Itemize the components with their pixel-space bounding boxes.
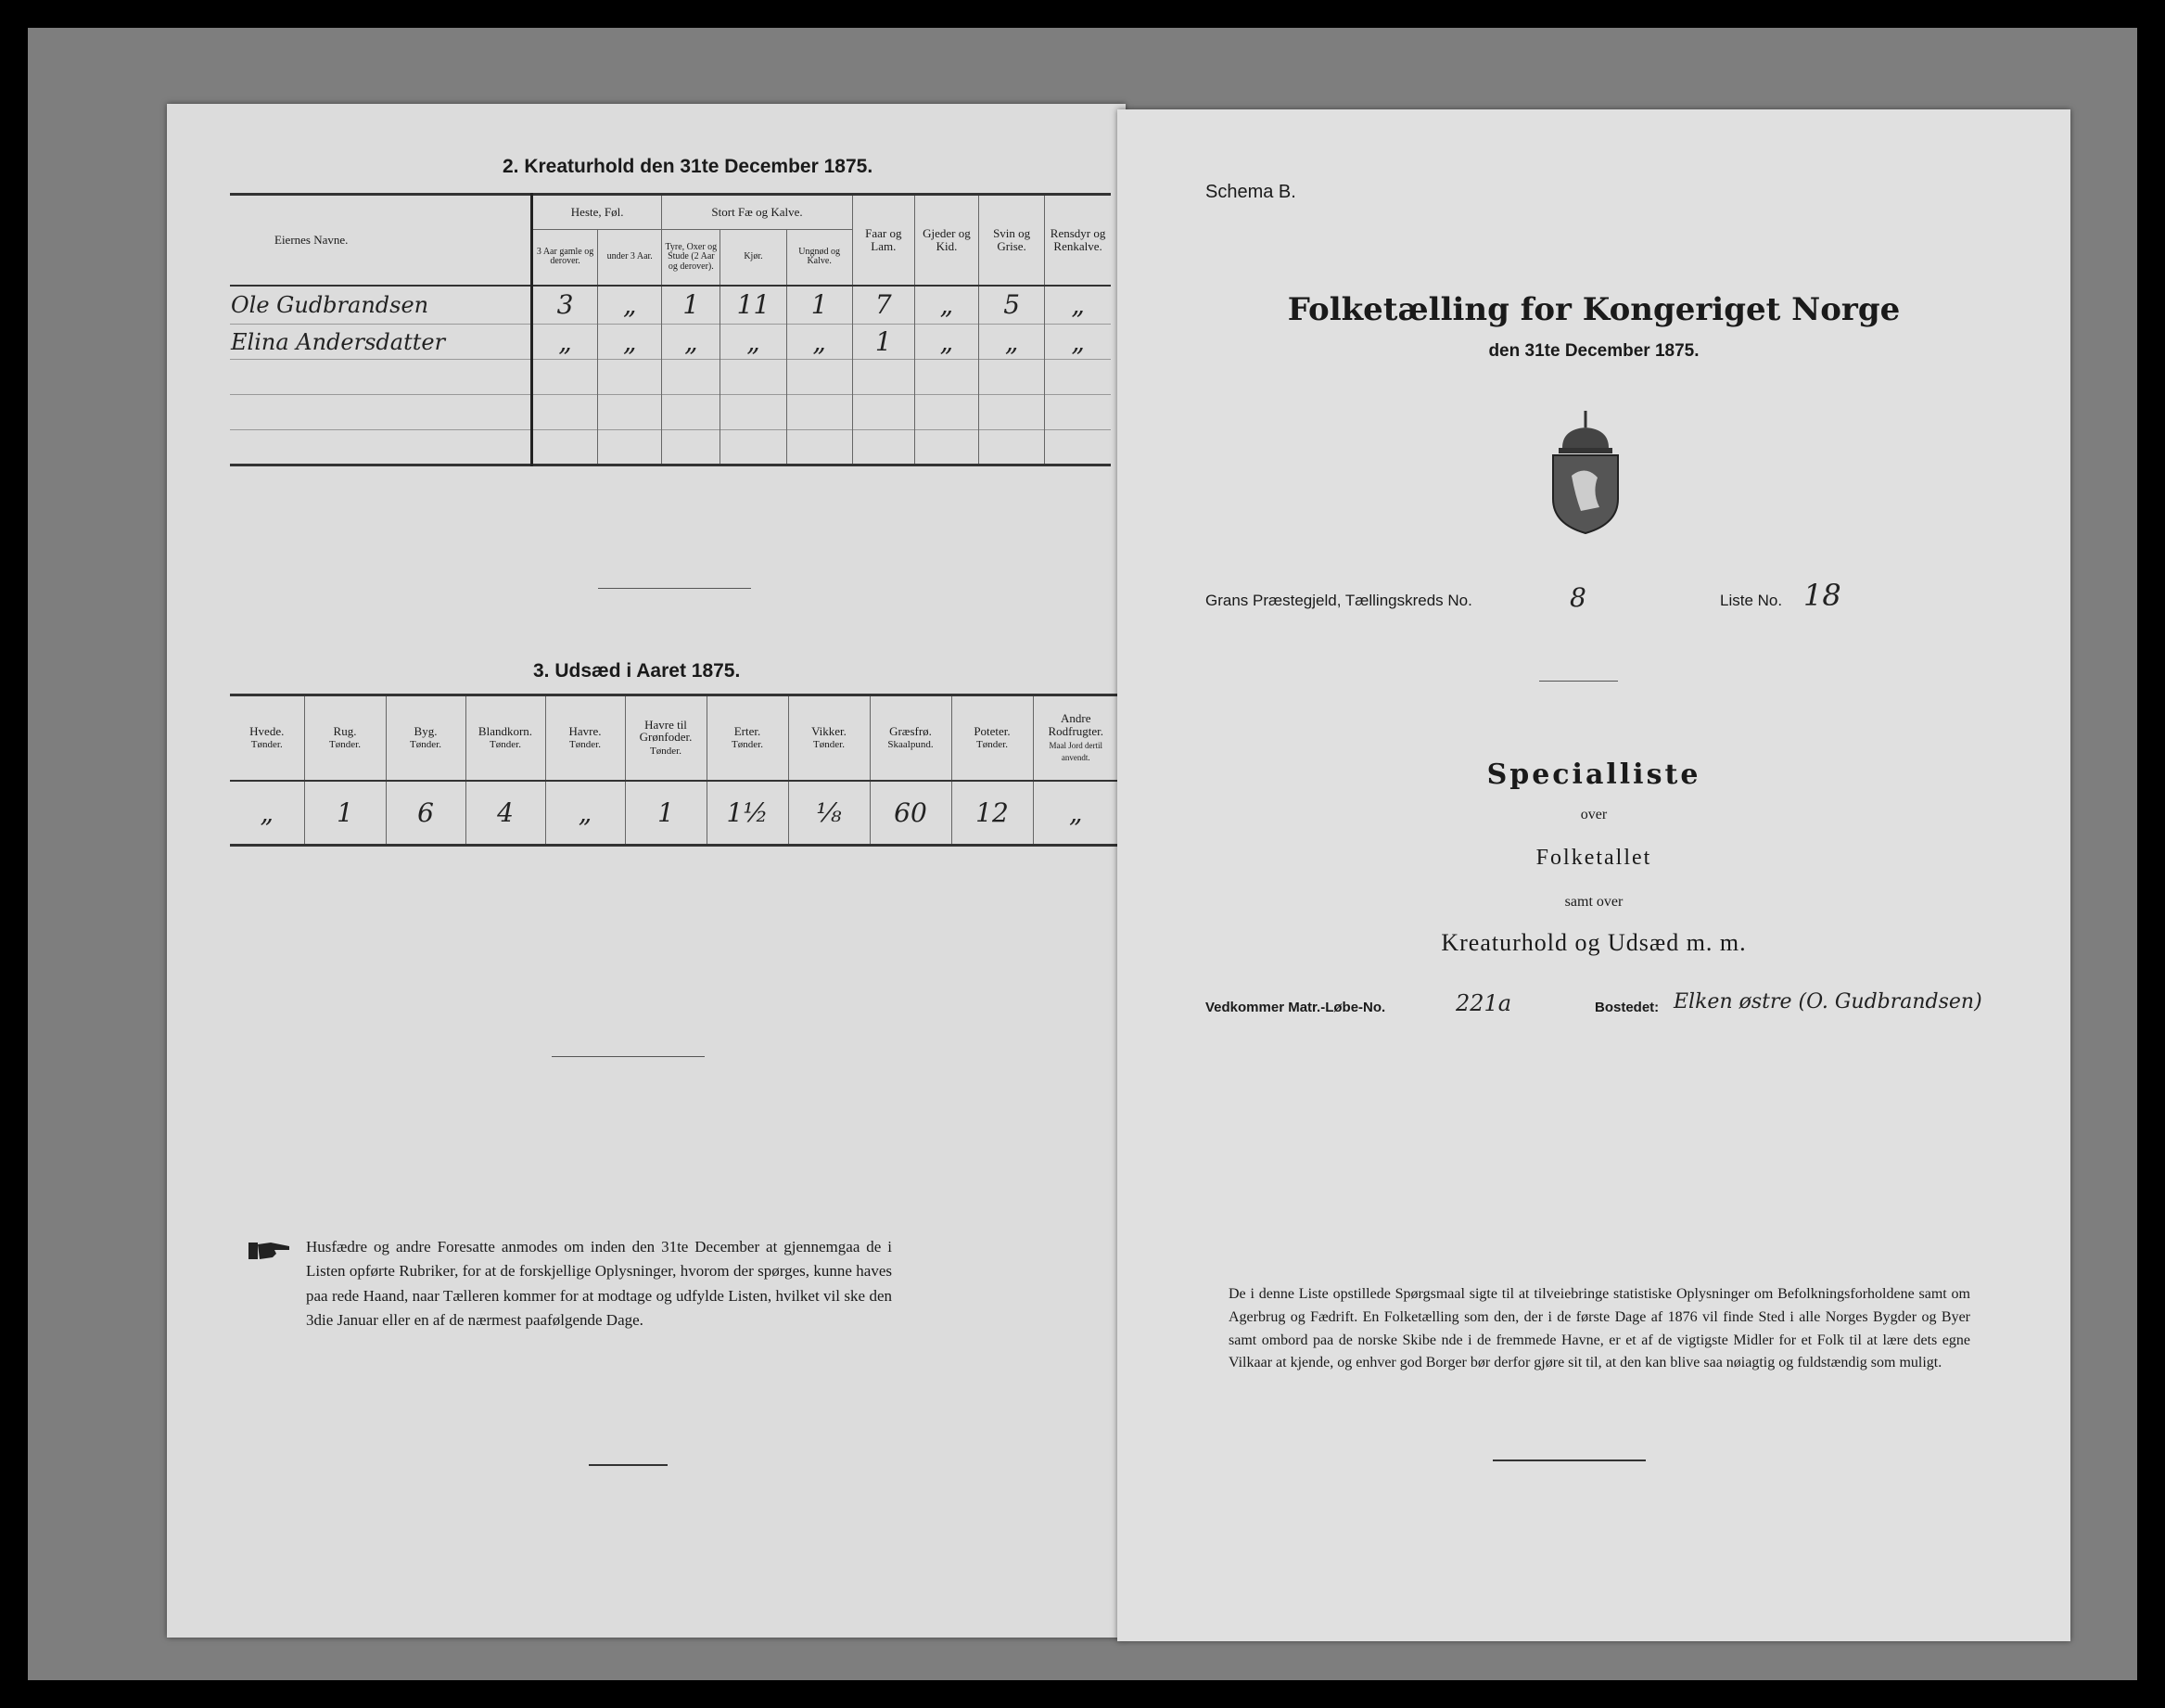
header-rug: Rug. Tønder.: [304, 695, 386, 781]
header-blandkorn: Blandkorn. Tønder.: [465, 695, 545, 781]
cell: „: [914, 325, 978, 360]
cattle-sub2-header: Kjør.: [720, 230, 786, 286]
header-andre-rodfrugter: Andre Rodfrugter. Maal Jord dertil anvendt.: [1048, 711, 1104, 763]
cell: 4: [465, 781, 545, 846]
specialliste-title: Specialliste: [1486, 758, 1701, 791]
livestock-table: [230, 193, 1111, 466]
cell: „: [1071, 289, 1085, 321]
cell: 3: [531, 286, 597, 325]
right-page: [1117, 109, 2070, 1641]
divider: [552, 1056, 705, 1057]
header-byg: Byg. Tønder.: [386, 695, 465, 781]
header-vikker: Vikker. Tønder.: [788, 695, 870, 781]
cell: „: [786, 325, 852, 360]
census-date: den 31te December 1875.: [1488, 341, 1700, 361]
cattle-sub3-header: Ungnød og Kalve.: [786, 230, 852, 286]
cell: „: [720, 325, 786, 360]
cell: 5: [979, 286, 1045, 325]
divider: [1493, 1459, 1646, 1461]
cell: 1: [662, 286, 720, 325]
owner-header: Eiernes Navne.: [230, 195, 531, 286]
section3-title: 3. Udsæd i Aaret 1875.: [533, 660, 741, 682]
horses-sub1-header: 3 Aar gamle og derover.: [531, 230, 597, 286]
cell: 1: [852, 325, 914, 360]
kreaturhold-title: Kreaturhold og Udsæd m. m.: [1441, 929, 1747, 956]
district-number: 8: [1570, 582, 1586, 613]
sheep-header: Faar og Lam.: [852, 195, 914, 286]
matr-number: 221a: [1456, 990, 1512, 1016]
cell: „: [1071, 326, 1085, 357]
left-page: [167, 104, 1126, 1638]
reindeer-header: Rensdyr og Renkalve.: [1050, 226, 1106, 253]
owner-name: Ole Gudbrandsen: [230, 286, 531, 325]
table-row: [230, 286, 1111, 325]
horses-sub2-header: under 3 Aar.: [598, 230, 662, 286]
pointing-hand-icon: [248, 1237, 291, 1265]
schema-label: Schema B.: [1205, 182, 1296, 202]
pigs-header: Svin og Grise.: [979, 195, 1045, 286]
cell: 6: [386, 781, 465, 846]
cell: ⅛: [788, 781, 870, 846]
cell: „: [662, 325, 720, 360]
table-row: [230, 360, 1111, 395]
bosted-label: Bostedet:: [1595, 1000, 1660, 1015]
cell: 1: [304, 781, 386, 846]
table-row: [230, 395, 1111, 430]
table-row: [230, 325, 1111, 360]
header-havre-gronfoder: Havre til Grønfoder. Tønder.: [625, 695, 707, 781]
cell: 60: [870, 781, 951, 846]
cell: „: [230, 781, 304, 846]
cell: „: [598, 325, 662, 360]
header-hvede: Hvede. Tønder.: [230, 695, 304, 781]
cell: „: [531, 325, 597, 360]
cell: „: [979, 325, 1045, 360]
table-row: [230, 781, 1118, 846]
owner-name: Elina Andersdatter: [230, 325, 531, 360]
list-label: Liste No.: [1720, 592, 1783, 609]
header-erter: Erter. Tønder.: [707, 695, 788, 781]
section2-title: 2. Kreaturhold den 31te December 1875.: [503, 156, 873, 177]
cell: „: [914, 286, 978, 325]
cell: „: [545, 781, 625, 846]
samt-over-label: samt over: [1564, 894, 1624, 910]
cell: 11: [720, 286, 786, 325]
cell: 7: [852, 286, 914, 325]
folketallet-title: Folketallet: [1535, 846, 1652, 870]
cell: 12: [951, 781, 1033, 846]
over-label: over: [1580, 807, 1608, 822]
cell: 1: [786, 286, 852, 325]
list-number: 18: [1803, 578, 1841, 613]
cell: „: [1068, 797, 1083, 828]
header-poteter: Poteter. Tønder.: [951, 695, 1033, 781]
goats-header: Gjeder og Kid.: [914, 195, 978, 286]
cattle-header: Stort Fæ og Kalve.: [662, 195, 852, 230]
divider: [589, 1464, 668, 1466]
sowing-table: [230, 694, 1118, 847]
cell: „: [598, 286, 662, 325]
matr-label: Vedkommer Matr.-Løbe-No.: [1205, 1000, 1386, 1015]
table-row: [230, 430, 1111, 465]
divider: [598, 588, 751, 589]
cell: 1½: [707, 781, 788, 846]
divider: [1539, 681, 1618, 682]
cell: 1: [625, 781, 707, 846]
header-havre: Havre. Tønder.: [545, 695, 625, 781]
info-paragraph: De i denne Liste opstillede Spørgsmaal sigte til at tilveiebringe statistiske Oplysninger om Befolkningsforholdene samt om Agerbrug og Fædrift. En Folketælling som den, der i de første Dage af 1876 vil finde Sted i alle Norges Bygder og Byer samt ombord paa de norske Skibe nde i de fremmede Havne, er et af de vigtigste Midler for et Folk til at lære dets egne Vilkaar at kjende, og enhver god Borger bør derfor gjøre sit til, at den kan blive saa nøiagtig og fuldstændig som muligt.: [1229, 1286, 1970, 1371]
horses-header: Heste, Føl.: [531, 195, 661, 230]
main-title: Folketælling for Kongeriget Norge: [1287, 291, 1901, 328]
header-graesfro: Græsfrø. Skaalpund.: [870, 695, 951, 781]
district-label: Grans Præstegjeld, Tællingskreds No.: [1205, 592, 1472, 609]
coat-of-arms-icon: [1544, 411, 1627, 536]
cattle-sub1-header: Tyre, Oxer og Stude (2 Aar og derover).: [662, 230, 720, 286]
notice-text: Husfædre og andre Foresatte anmodes om inden den 31te December at gjennemgaa de i Listen opførte Rubriker, for at de forskjellige Oplysninger, hvorom der spørges, kunne haves paa rede Haand, naar Tælleren kommer for at modtage og udfylde Listen, hvilket vil ske den 3die Januar eller en af de nærmest paafølgende Dage.: [306, 1238, 892, 1330]
bosted-value: Elken østre (O. Gudbrandsen): [1674, 990, 1982, 1013]
